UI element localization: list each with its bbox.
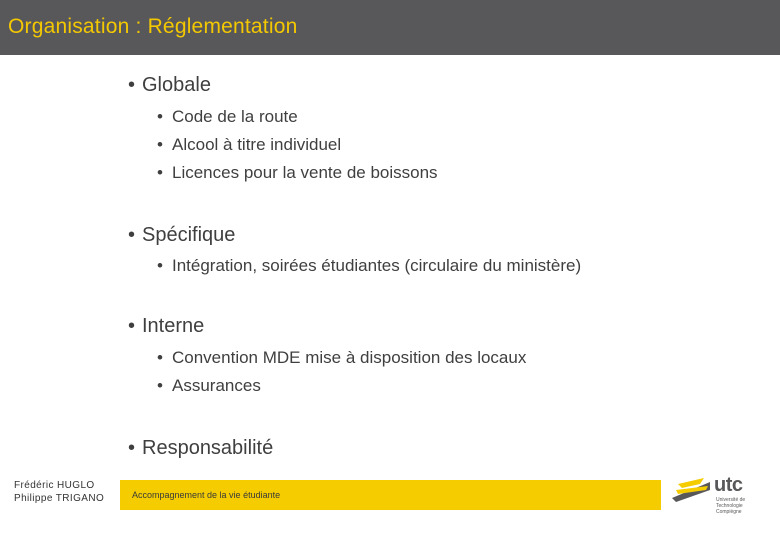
list-item: • Licences pour la vente de boissons xyxy=(157,163,438,182)
bullet: • xyxy=(157,256,163,275)
utc-logo xyxy=(670,472,770,517)
utc-logo-wordmark: utc xyxy=(714,474,743,496)
utc-logo-icon xyxy=(670,476,712,504)
footer-banner xyxy=(120,480,661,510)
bullet: • xyxy=(157,348,163,367)
bullet: • xyxy=(157,135,163,154)
bullet: • xyxy=(128,74,136,96)
author-name: Frédéric HUGLO xyxy=(14,480,95,491)
footer-authors xyxy=(14,479,104,505)
footer-banner-text: Accompagnement de la vie étudiante xyxy=(132,490,281,500)
bullet: • xyxy=(157,376,163,395)
section-heading-responsabilite: • Responsabilité xyxy=(128,437,274,459)
bullet: • xyxy=(157,107,163,126)
bullet: • xyxy=(128,437,136,459)
list-item: • Code de la route xyxy=(157,107,298,126)
bullet: • xyxy=(128,315,136,337)
list-item: • Assurances xyxy=(157,376,261,395)
bullet: • xyxy=(157,163,163,182)
bullet: • xyxy=(128,224,136,246)
utc-logo-subtitle: Université de Technologie Compiègne xyxy=(716,497,746,515)
author-name: Philippe TRIGANO xyxy=(14,493,105,504)
section-heading-interne: • Interne xyxy=(128,315,205,337)
slide-title: Organisation : Réglementation xyxy=(8,15,298,38)
section-heading-specifique: • Spécifique xyxy=(128,224,236,246)
list-item: • Intégration, soirées étudiantes (circulaire du ministère) xyxy=(157,256,582,275)
list-item: • Alcool à titre individuel xyxy=(157,135,342,154)
section-heading-globale: • Globale xyxy=(128,74,211,96)
list-item: • Convention MDE mise à disposition des locaux xyxy=(157,348,527,367)
